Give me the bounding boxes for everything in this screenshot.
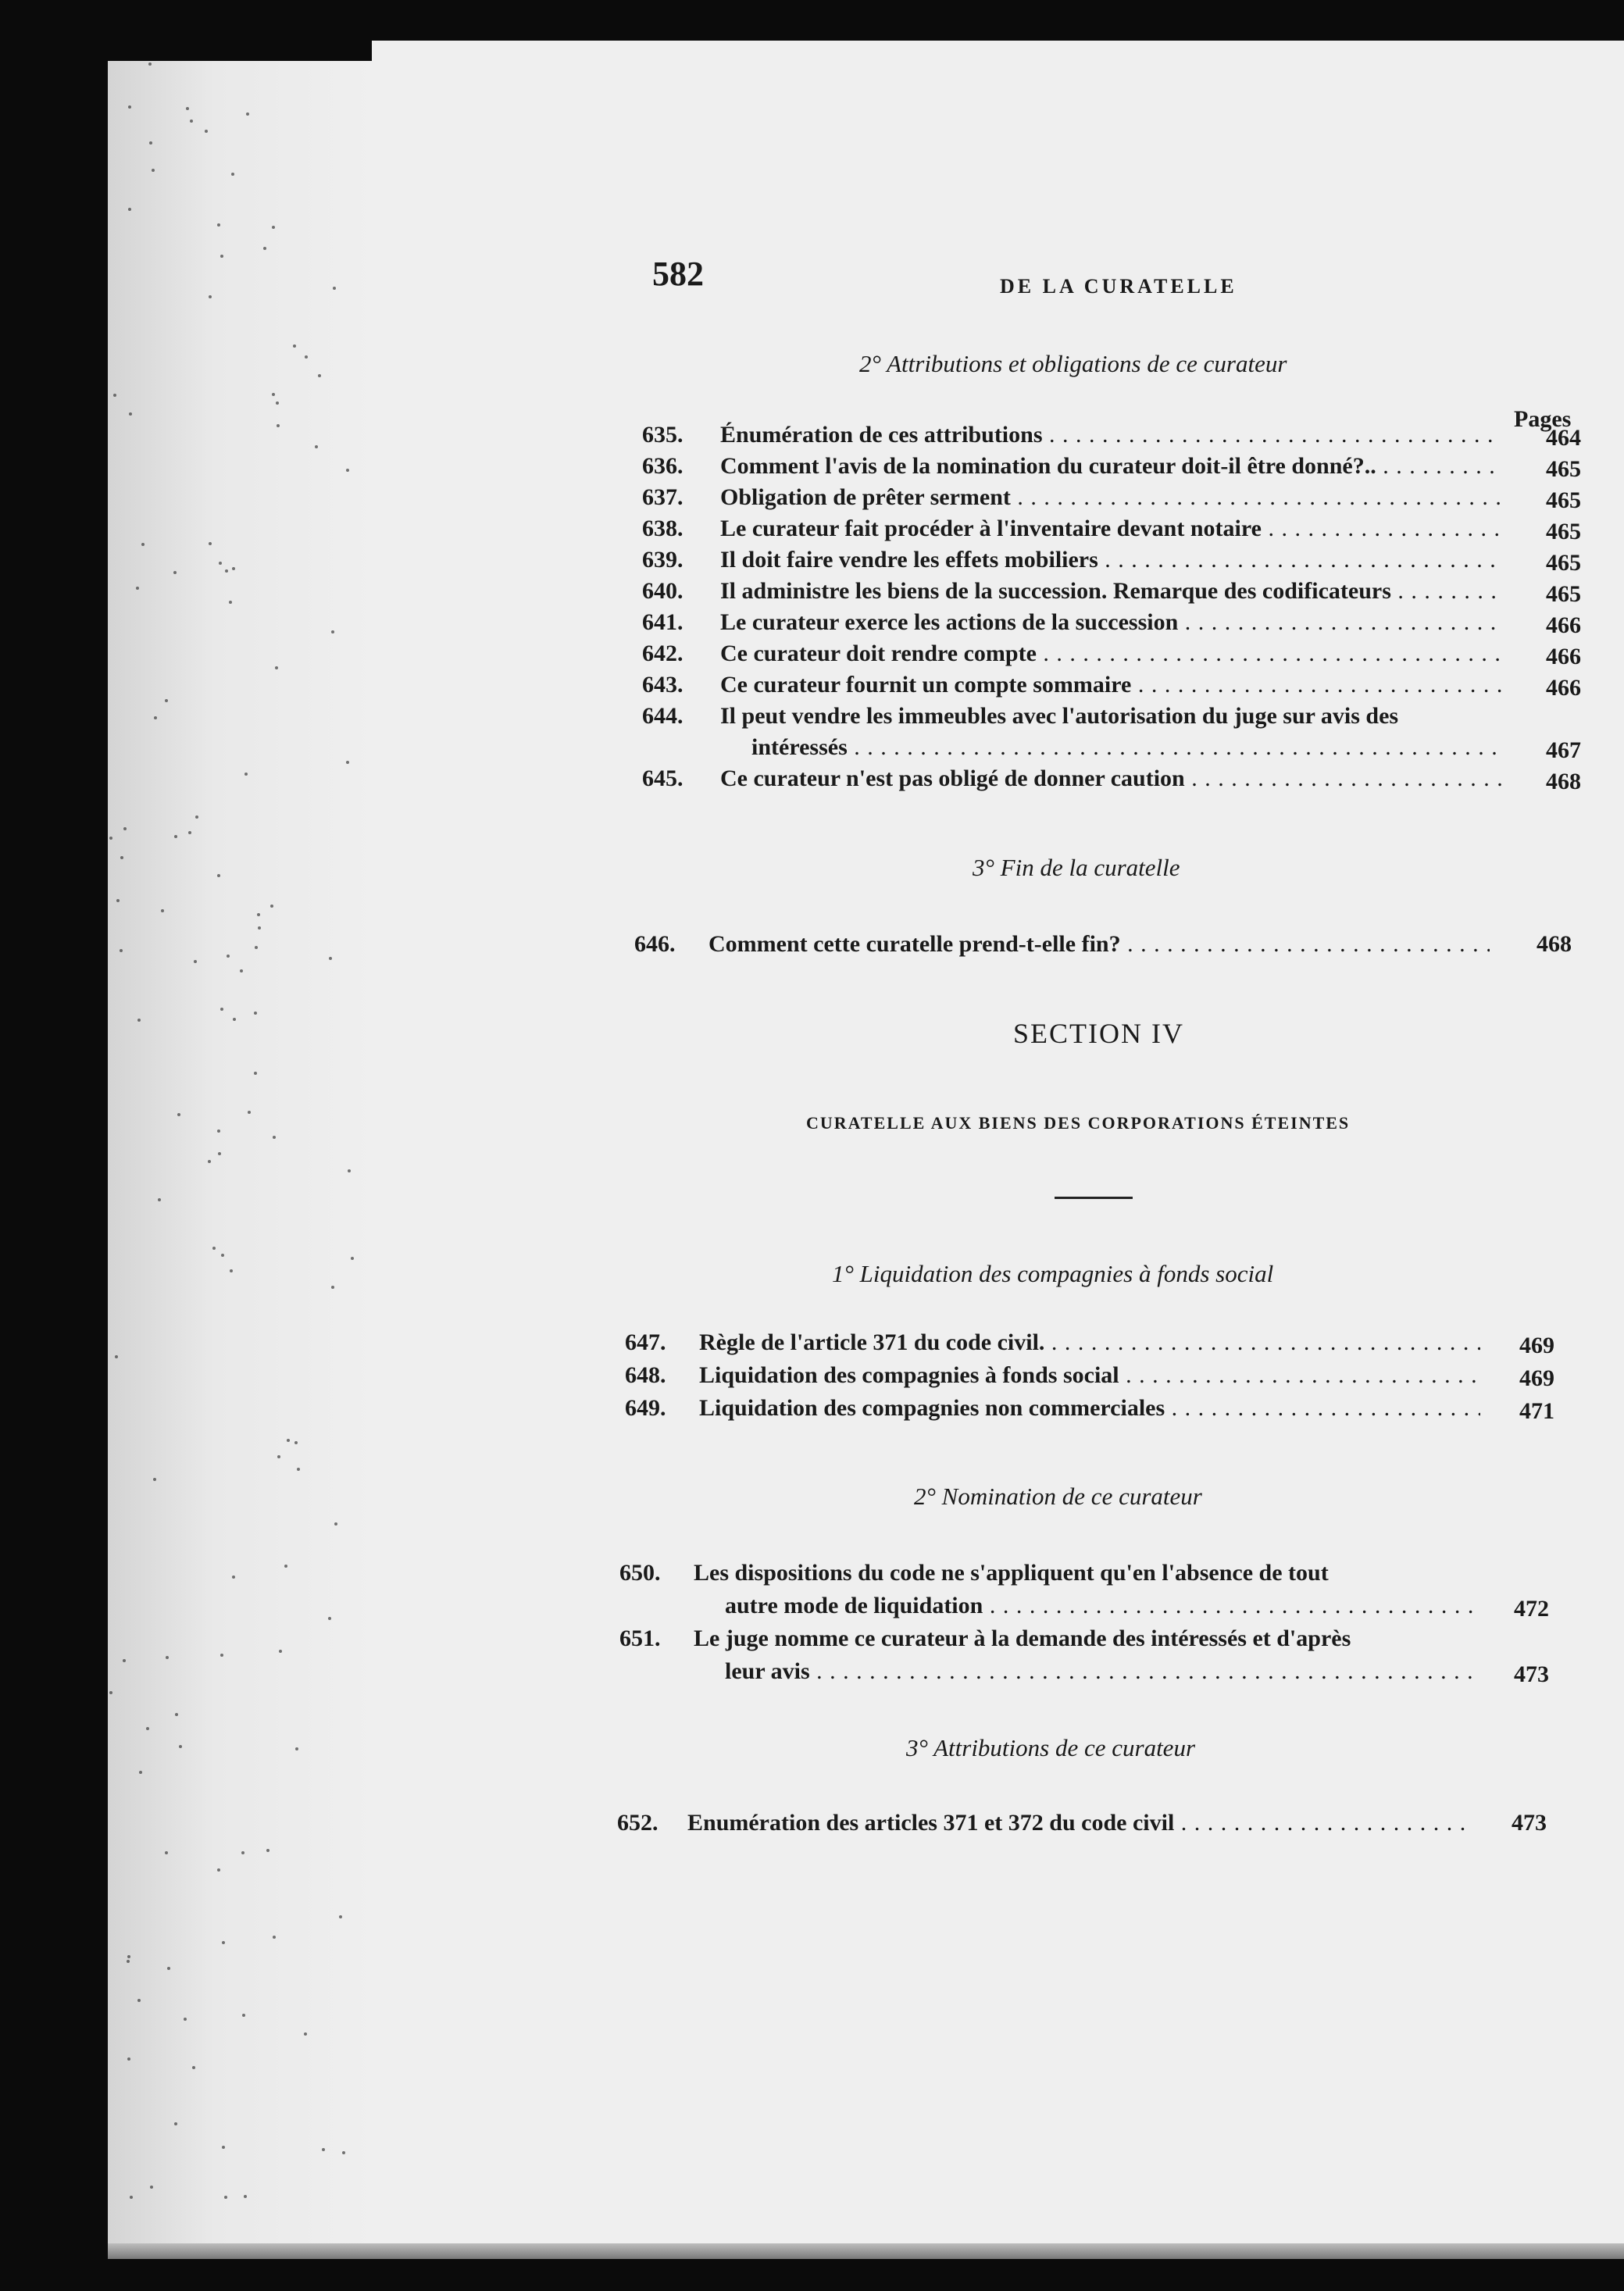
toc-entry-635 — [642, 420, 1595, 451]
speck — [263, 247, 266, 250]
speck — [295, 1747, 298, 1750]
speck — [233, 1018, 236, 1021]
speck — [179, 1745, 182, 1748]
speck — [224, 2196, 227, 2199]
speck — [175, 1713, 178, 1716]
subsection-heading-attributions: 2° Attributions et obligations de ce curateur — [859, 350, 1287, 377]
speck — [174, 2122, 177, 2125]
speck — [315, 445, 318, 448]
entry-title: Le juge nomme ce curateur à la demande des intéressés et d'après — [694, 1625, 1351, 1651]
entry-number: 637. — [642, 484, 684, 510]
speck — [346, 469, 349, 472]
section-subtitle: CURATELLE AUX BIENS DES CORPORATIONS ÉTEINTES — [806, 1113, 1351, 1133]
speck — [123, 827, 127, 830]
speck — [275, 666, 278, 669]
speck — [208, 1160, 211, 1163]
speck — [231, 173, 234, 176]
toc-entry-640 — [642, 576, 1595, 608]
speck — [148, 62, 152, 66]
speck — [194, 960, 197, 963]
speck — [222, 2146, 225, 2149]
entry-number: 643. — [642, 672, 684, 698]
speck — [318, 374, 321, 377]
toc-entry-644 — [642, 701, 1595, 764]
speck — [165, 1851, 168, 1854]
toc-entry-650 — [619, 1558, 1572, 1624]
speck — [190, 120, 193, 123]
speck — [158, 1198, 161, 1201]
speck — [220, 255, 223, 258]
entry-title-continued: intéressés . . . — [751, 733, 1501, 762]
speck — [217, 874, 220, 877]
toc-entry-642 — [642, 639, 1595, 670]
entry-title: Obligation de prêter serment . . . — [720, 483, 1501, 512]
entry-title: Énumération de ces attributions . . . — [720, 420, 1501, 450]
entry-page: 468 — [1537, 931, 1572, 957]
speck — [220, 1008, 223, 1011]
speck — [192, 2066, 195, 2069]
entry-page: 464 — [1546, 425, 1581, 451]
speck — [150, 2186, 153, 2189]
entry-page: 472 — [1514, 1596, 1549, 1622]
speck — [209, 542, 212, 545]
toc-entry-647 — [625, 1328, 1578, 1361]
speck — [120, 949, 123, 952]
entry-number: 642. — [642, 641, 684, 666]
speck — [127, 1955, 130, 1958]
section-title: SECTION IV — [1013, 1018, 1184, 1049]
speck — [127, 1960, 130, 1963]
speck — [331, 630, 334, 633]
speck — [229, 601, 232, 604]
page-number: 582 — [652, 255, 704, 293]
entry-page: 471 — [1519, 1398, 1554, 1424]
speck — [217, 223, 220, 227]
toc-entry-646 — [634, 930, 1572, 961]
entry-title: Les dispositions du code ne s'appliquent qu'en l'absence de tout — [694, 1560, 1329, 1586]
toc-entry-648 — [625, 1361, 1578, 1394]
speck — [137, 1999, 141, 2002]
speck — [217, 1868, 220, 1872]
speck — [273, 1136, 276, 1139]
speck — [257, 913, 260, 916]
speck — [328, 1617, 331, 1620]
speck — [266, 1849, 269, 1852]
speck — [188, 831, 191, 834]
speck — [128, 105, 131, 109]
speck — [276, 401, 279, 405]
speck — [149, 141, 152, 145]
entry-page: 469 — [1519, 1365, 1554, 1391]
entry-page: 473 — [1514, 1661, 1549, 1687]
speck — [284, 1565, 287, 1568]
speck — [329, 957, 332, 960]
entry-page: 465 — [1546, 456, 1581, 482]
entry-number: 636. — [642, 453, 684, 479]
subsection-heading-attributions-iv: 3° Attributions de ce curateur — [906, 1734, 1196, 1761]
speck — [165, 699, 168, 702]
speck — [137, 1019, 141, 1022]
speck — [255, 946, 258, 949]
speck — [152, 169, 155, 172]
speck — [153, 1478, 156, 1481]
speck — [279, 1650, 282, 1653]
speck — [339, 1915, 342, 1918]
speck — [218, 1152, 221, 1155]
speck — [244, 773, 248, 776]
speck — [177, 1113, 180, 1116]
page-bottom-edge — [108, 2243, 1624, 2259]
speck — [173, 571, 177, 574]
entry-page: 468 — [1546, 769, 1581, 794]
entry-number: 645. — [642, 765, 684, 791]
toc-entry-643 — [642, 670, 1595, 701]
speck — [184, 2018, 187, 2021]
speck — [331, 1286, 334, 1289]
entry-page: 466 — [1546, 644, 1581, 669]
speck — [222, 1941, 225, 1944]
speck — [272, 393, 275, 396]
speck — [241, 1851, 244, 1854]
speck — [242, 2014, 245, 2017]
speck — [166, 1656, 169, 1659]
toc-entry-638 — [642, 514, 1595, 545]
entry-page: 465 — [1546, 487, 1581, 513]
speck — [305, 355, 308, 359]
spine-speckles — [108, 61, 373, 2248]
entry-title: Liquidation des compagnies non commerciales . . . — [699, 1394, 1480, 1423]
speck — [174, 835, 177, 838]
speck — [115, 1355, 118, 1358]
section-divider — [1055, 1197, 1133, 1199]
speck — [293, 344, 296, 348]
entry-title: Il peut vendre les immeubles avec l'autorisation du juge sur avis des — [720, 703, 1399, 729]
speck — [130, 2196, 133, 2199]
entry-number: 651. — [619, 1625, 661, 1651]
speck — [220, 1654, 223, 1657]
entry-page: 465 — [1546, 519, 1581, 544]
running-head: DE LA CURATELLE — [1000, 275, 1237, 298]
speck — [109, 1691, 112, 1694]
entry-title: Ce curateur fournit un compte sommaire . . . — [720, 670, 1501, 700]
entry-title: Ce curateur n'est pas obligé de donner caution . . . — [720, 764, 1501, 794]
speck — [225, 569, 228, 573]
speck — [141, 543, 145, 546]
entry-title: Ce curateur doit rendre compte . . . — [720, 639, 1501, 669]
speck — [333, 287, 336, 290]
entry-title: Il doit faire vendre les effets mobiliers . . . — [720, 545, 1501, 575]
entry-page: 466 — [1546, 612, 1581, 638]
entry-title: Il administre les biens de la succession. Remarque des codificateurs . . . — [720, 576, 1501, 606]
entry-page: 469 — [1519, 1333, 1554, 1358]
speck — [232, 567, 235, 570]
toc-entry-639 — [642, 545, 1595, 576]
entry-number: 640. — [642, 578, 684, 604]
entry-number: 639. — [642, 547, 684, 573]
speck — [146, 1727, 149, 1730]
entry-title-continued: autre mode de liquidation . . . — [725, 1591, 1475, 1621]
speck — [217, 1129, 220, 1133]
entry-title: Le curateur fait procéder à l'inventaire devant notaire . . . — [720, 514, 1501, 544]
entry-number: 635. — [642, 422, 684, 448]
entry-title: Liquidation des compagnies à fonds social . . . — [699, 1361, 1480, 1390]
speck — [186, 107, 189, 110]
toc-entry-652 — [617, 1808, 1554, 1840]
toc-entry-641 — [642, 608, 1595, 639]
speck — [221, 1254, 224, 1257]
entry-page: 465 — [1546, 550, 1581, 576]
speck — [348, 1169, 351, 1172]
speck — [113, 394, 116, 397]
entry-page: 465 — [1546, 581, 1581, 607]
speck — [120, 856, 123, 859]
speck — [351, 1257, 354, 1260]
speck — [212, 1247, 216, 1250]
speck — [195, 815, 198, 819]
entry-number: 648. — [625, 1362, 666, 1388]
entry-number: 647. — [625, 1329, 666, 1355]
entry-page: 466 — [1546, 675, 1581, 701]
speck — [123, 1659, 126, 1662]
entry-number: 649. — [625, 1395, 666, 1421]
entry-number: 638. — [642, 516, 684, 541]
toc-entry-636 — [642, 451, 1595, 483]
toc-entry-649 — [625, 1394, 1578, 1426]
speck — [161, 909, 164, 912]
speck — [240, 969, 243, 972]
speck — [322, 2148, 325, 2151]
entry-page: 467 — [1546, 737, 1581, 763]
speck — [270, 905, 273, 908]
speck — [136, 587, 139, 590]
speck — [129, 412, 132, 416]
entry-page: 473 — [1512, 1810, 1547, 1836]
entry-number: 652. — [617, 1810, 659, 1836]
speck — [277, 424, 280, 427]
speck — [139, 1771, 142, 1774]
toc-entry-651 — [619, 1624, 1572, 1690]
entry-number: 650. — [619, 1560, 661, 1586]
speck — [334, 1522, 337, 1526]
entry-title: Le curateur exerce les actions de la succession . . . — [720, 608, 1501, 637]
entry-title: Enumération des articles 371 et 372 du code civil . . . — [687, 1808, 1469, 1838]
speck — [109, 837, 112, 840]
subsection-heading-fin: 3° Fin de la curatelle — [973, 854, 1180, 881]
speck — [227, 955, 230, 958]
speck — [297, 1468, 300, 1471]
subsection-heading-liquidation: 1° Liquidation des compagnies à fonds social — [832, 1260, 1274, 1287]
book-spine — [108, 61, 373, 2248]
speck — [116, 899, 120, 902]
speck — [273, 1936, 276, 1939]
speck — [154, 716, 157, 719]
speck — [209, 295, 212, 298]
entry-title: Règle de l'article 371 du code civil. . . . — [699, 1328, 1480, 1358]
speck — [277, 1455, 280, 1458]
entry-title: Comment cette curatelle prend-t-elle fin? . . . — [708, 930, 1490, 959]
speck — [232, 1576, 235, 1579]
speck — [205, 130, 208, 133]
entry-title: Comment l'avis de la nomination du curateur doit-il être donné?.. . . . — [720, 451, 1501, 481]
speck — [346, 761, 349, 764]
speck — [128, 208, 131, 211]
toc-entry-645 — [642, 764, 1595, 795]
pages-column-label: Pages — [1514, 406, 1572, 432]
speck — [258, 926, 261, 930]
speck — [246, 112, 249, 116]
entry-number: 641. — [642, 609, 684, 635]
speck — [294, 1441, 298, 1444]
speck — [254, 1012, 257, 1015]
speck — [272, 226, 275, 229]
speck — [254, 1072, 257, 1075]
speck — [219, 562, 222, 565]
entry-number: 646. — [634, 931, 676, 957]
speck — [248, 1111, 251, 1114]
speck — [244, 2195, 247, 2198]
entry-number: 644. — [642, 703, 684, 729]
speck — [230, 1269, 233, 1272]
toc-entry-637 — [642, 483, 1595, 514]
entry-title-continued: leur avis . . . — [725, 1657, 1475, 1686]
speck — [342, 2151, 345, 2154]
speck — [304, 2032, 307, 2036]
speck — [167, 1967, 170, 1970]
speck — [287, 1439, 290, 1442]
speck — [127, 2057, 130, 2061]
subsection-heading-nomination: 2° Nomination de ce curateur — [914, 1483, 1202, 1510]
